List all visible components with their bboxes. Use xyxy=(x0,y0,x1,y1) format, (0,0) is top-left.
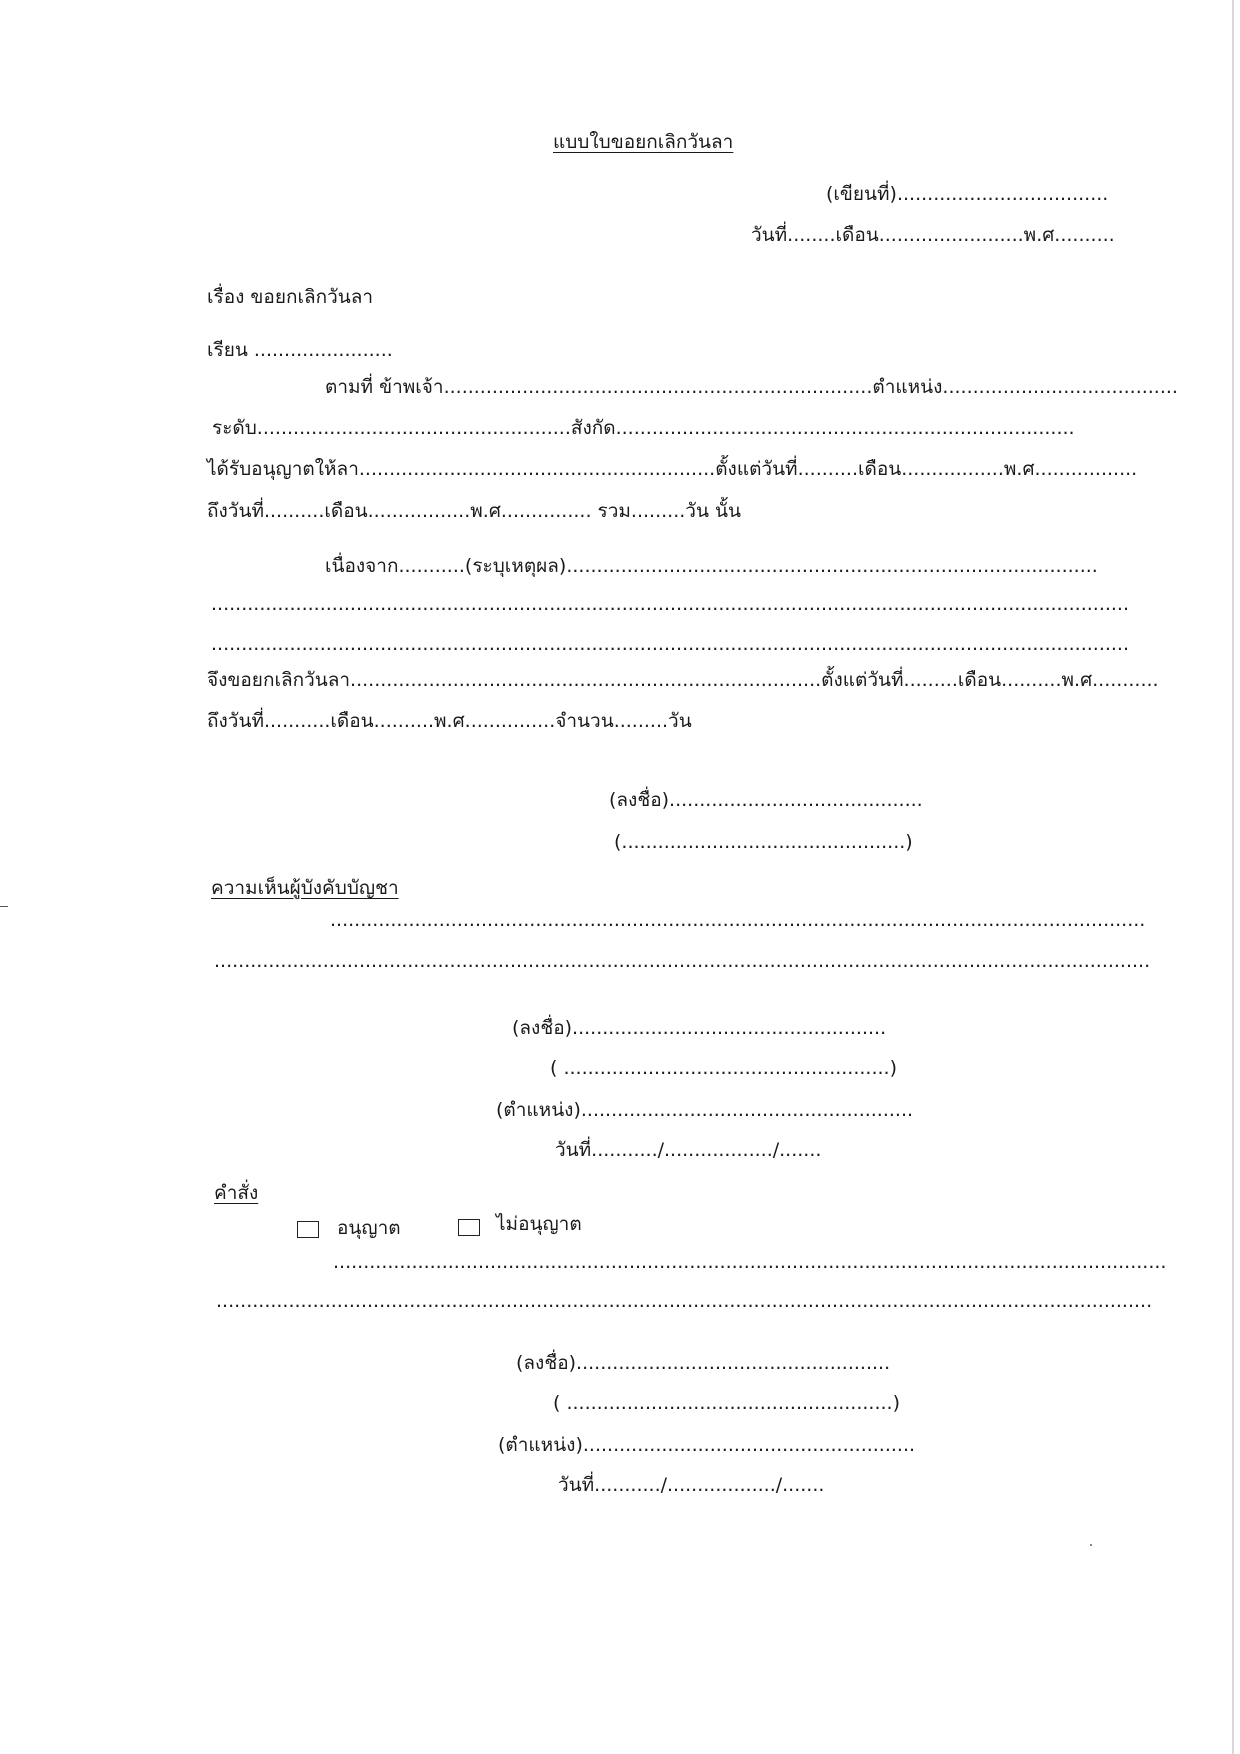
body-line-leave-granted: ได้รับอนุญาตให้ลา...........................................................ตั้งแต่วันที่..........เดือน.................พ.ศ................. xyxy=(207,458,1138,480)
supervisor-date: วันที่.........../................../....... xyxy=(555,1139,822,1161)
applicant-name: (...............................................) xyxy=(614,831,913,853)
order-blank-2: ........................................................................................................................................................... xyxy=(216,1290,1153,1312)
supervisor-heading: ความเห็นผู้บังคับบัญชา xyxy=(211,877,399,899)
body-line-applicant: ตามที่ ข้าพเจ้า.......................................................................ตำแหน่ง....................................... xyxy=(325,376,1178,398)
applicant-signature: (ลงชื่อ).......................................... xyxy=(609,789,923,811)
margin-mark xyxy=(0,906,8,907)
order-position: (ตำแหน่ง)....................................................... xyxy=(498,1434,916,1456)
order-blank-1: .......................................................................................................................................... xyxy=(333,1251,1167,1273)
to-line: เรียน ....................... xyxy=(207,339,393,361)
order-date: วันที่.........../................../....... xyxy=(558,1474,825,1496)
scan-edge xyxy=(1232,0,1234,1754)
scan-speck xyxy=(1090,1544,1092,1546)
order-name: ( ......................................................) xyxy=(553,1392,901,1414)
written-at-field: (เขียนที่)................................... xyxy=(826,183,1109,205)
deny-checkbox[interactable] xyxy=(458,1219,480,1236)
date-field: วันที่........เดือน........................พ.ศ.......... xyxy=(751,224,1115,246)
cancel-leave-end-line: ถึงวันที่...........เดือน..........พ.ศ...............จำนวน.........วัน xyxy=(207,710,692,732)
supervisor-signature: (ลงชื่อ).................................................... xyxy=(512,1017,887,1039)
supervisor-blank-2: ........................................................................................................................................................... xyxy=(214,950,1151,972)
order-signature: (ลงชื่อ).................................................... xyxy=(516,1352,891,1374)
order-heading: คำสั่ง xyxy=(214,1182,259,1204)
reason-blank-1: ........................................................................................................................................................ xyxy=(211,593,1130,615)
approve-label: อนุญาต xyxy=(337,1217,401,1239)
reason-line: เนื่องจาก...........(ระบุเหตุผล)........................................................................................ xyxy=(325,555,1098,577)
supervisor-blank-1: ....................................................................................................................................... xyxy=(330,909,1146,931)
form-title: แบบใบขอยกเลิกวันลา xyxy=(553,131,734,153)
supervisor-position: (ตำแหน่ง)....................................................... xyxy=(496,1099,914,1121)
approve-checkbox[interactable] xyxy=(297,1221,319,1238)
cancel-leave-line: จึงขอยกเลิกวันลา..............................................................................ตั้งแต่วันที่.........เดือน..........พ.ศ........... xyxy=(207,669,1159,691)
body-line-leave-end: ถึงวันที่..........เดือน.................พ.ศ............... รวม.........วัน นั้น xyxy=(207,500,741,522)
supervisor-name: ( ......................................................) xyxy=(550,1057,898,1079)
body-line-level: ระดับ....................................................สังกัด............................................................................ xyxy=(212,417,1075,439)
subject-line: เรื่อง ขอยกเลิกวันลา xyxy=(207,286,374,308)
deny-label: ไม่อนุญาต xyxy=(496,1213,582,1235)
reason-blank-2: ........................................................................................................................................................ xyxy=(211,633,1130,655)
